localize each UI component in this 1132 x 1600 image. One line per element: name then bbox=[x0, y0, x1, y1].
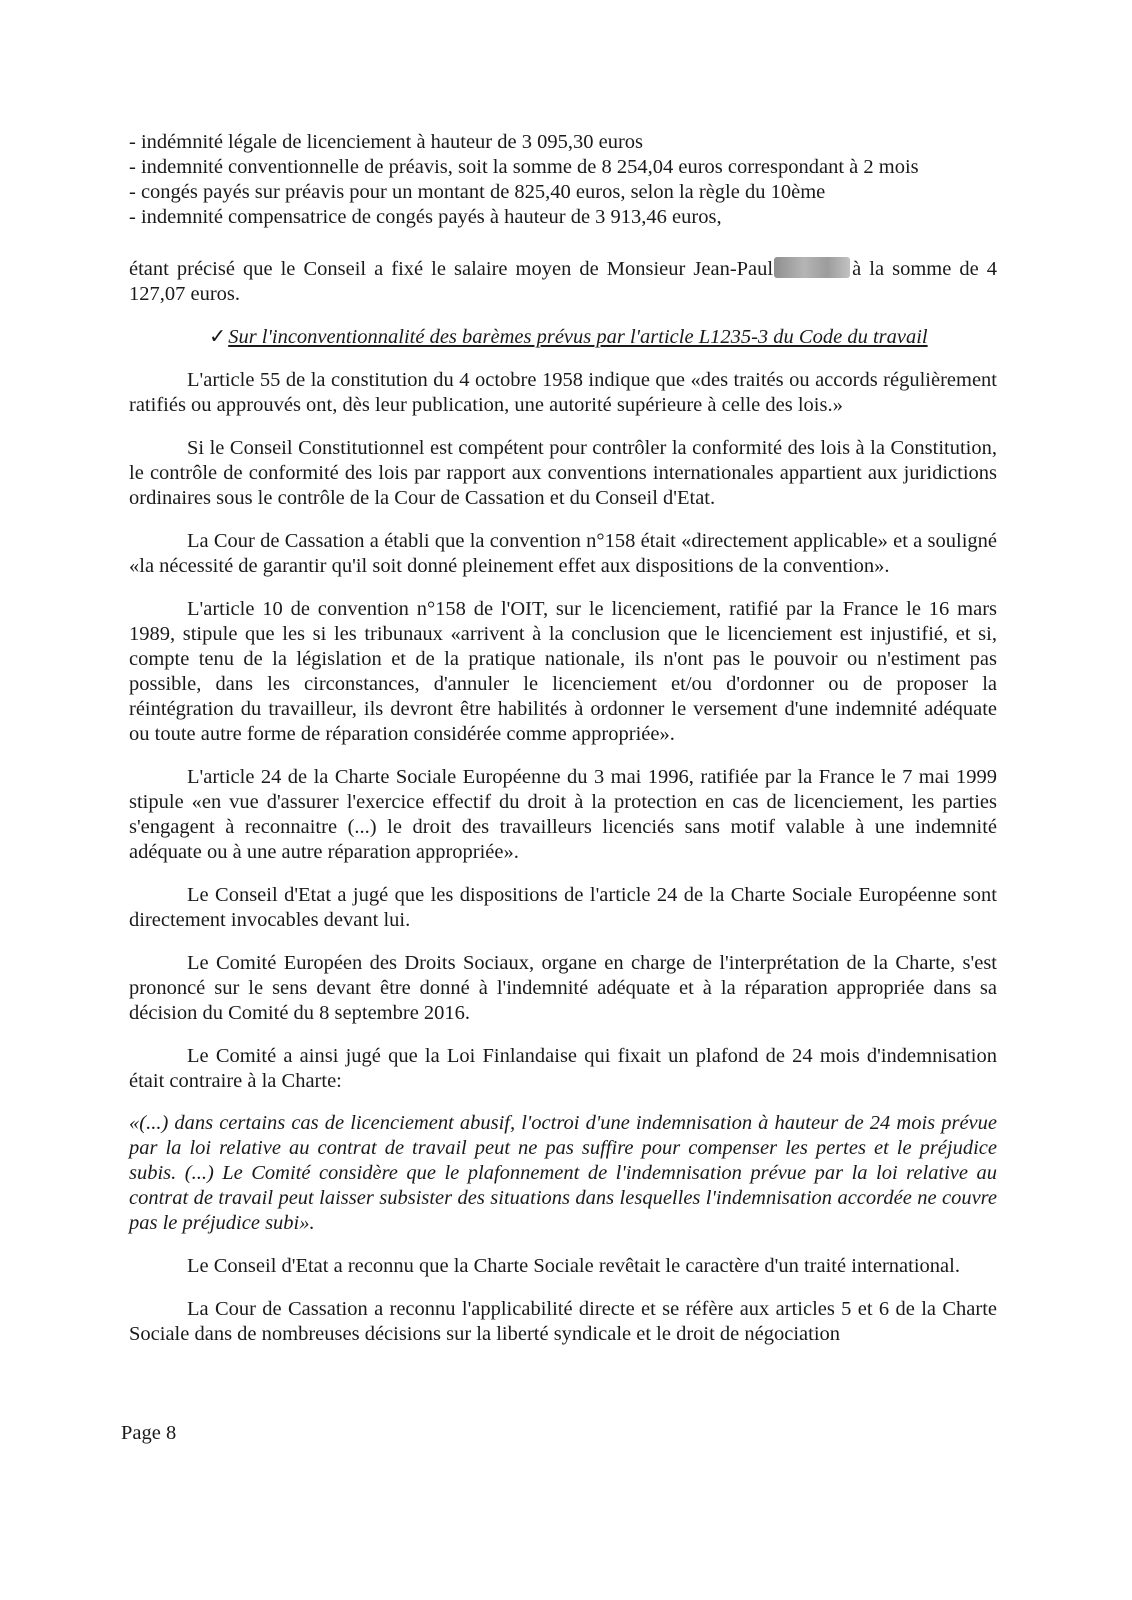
paragraph: Si le Conseil Constitutionnel est compétent pour contrôler la conformité des lois à la Constitution, le contrôle de conformité des lois par rapport aux conventions internationales appartient aux juridictions ordinaires sous le contrôle de la Cour de Cassation et du Conseil d'Etat. bbox=[129, 437, 997, 509]
paragraph: Le Comité Européen des Droits Sociaux, organe en charge de l'interprétation de la Charte, s'est prononcé sur le sens devant être donné à l'indemnité adéquate et à la réparation appropriée dans sa décision du Comité du 8 septembre 2016. bbox=[129, 952, 997, 1024]
redacted-name bbox=[774, 257, 850, 278]
section-heading-text: Sur l'inconventionnalité des barèmes prévus par l'article L1235-3 du Code du travail bbox=[228, 326, 928, 348]
paragraph: Le Conseil d'Etat a reconnu que la Charte Sociale revêtait le caractère d'un traité international. bbox=[187, 1255, 960, 1277]
list-item: - indémnité légale de licenciement à hauteur de 3 095,30 euros bbox=[129, 131, 644, 153]
salary-text-after: à la somme de 4 127,07 euros. bbox=[129, 258, 997, 305]
paragraph: Le Conseil d'Etat a jugé que les dispositions de l'article 24 de la Charte Sociale Européenne sont directement invocables devant lui. bbox=[129, 884, 997, 931]
paragraph: L'article 24 de la Charte Sociale Européenne du 3 mai 1996, ratifiée par la France le 7 mai 1999 stipule «en vue d'assurer l'exercice effectif du droit à la protection en cas de licenciement, les parties s'engagent à reconnaitre (...) le droit des travailleurs licenciés sans motif valable à une indemnité adéquate ou à une autre réparation appropriée». bbox=[129, 766, 997, 863]
paragraph: Le Comité a ainsi jugé que la Loi Finlandaise qui fixait un plafond de 24 mois d'indemnisation était contraire à la Charte: bbox=[129, 1045, 997, 1092]
indemnity-list bbox=[129, 130, 997, 230]
page-number: Page 8 bbox=[121, 1422, 177, 1444]
paragraph: L'article 55 de la constitution du 4 octobre 1958 indique que «des traités ou accords régulièrement ratifiés ou approuvés ont, dès leur publication, une autorité supérieure à celle des lois.» bbox=[129, 369, 997, 416]
list-item: - congés payés sur préavis pour un montant de 825,40 euros, selon la règle du 10ème bbox=[129, 181, 826, 203]
checkmark-icon: ✓ bbox=[209, 326, 227, 348]
block-quote: «(...) dans certains cas de licenciement abusif, l'octroi d'une indemnisation à hauteur de 24 mois prévue par la loi relative au contrat de travail peut ne pas suffire pour compenser les pertes et le préjudice subis. (...) Le Comité considère que le plafonnement de l'indemnisation prévue par la loi relative au contrat de travail peut laisser subsister des situations dans lesquelles l'indemnisation accordée ne couvre pas le préjudice subi». bbox=[129, 1112, 997, 1234]
document-body bbox=[129, 130, 997, 1347]
salary-paragraph bbox=[129, 257, 997, 307]
paragraph: La Cour de Cassation a établi que la convention n°158 était «directement applicable» et a souligné «la nécessité de garantir qu'il soit donné pleinement effet aux dispositions de la convention». bbox=[129, 530, 997, 577]
section-heading bbox=[129, 325, 997, 350]
paragraph: L'article 10 de convention n°158 de l'OIT, sur le licenciement, ratifié par la France le 16 mars 1989, stipule que les si les tribunaux «arrivent à la conclusion que le licenciement est injustifié, et si, compte tenu de la législation et de la pratique nationale, ils n'ont pas le pouvoir ou n'estiment pas possible, dans les circonstances, d'annuler le licenciement et/ou d'ordonner ou de proposer la réintégration du travailleur, ils devront être habilités à ordonner le versement d'une indemnité adéquate ou toute autre forme de réparation considérée comme appropriée». bbox=[129, 598, 997, 745]
salary-text-before: étant précisé que le Conseil a fixé le salaire moyen de Monsieur Jean-Paul bbox=[129, 258, 774, 280]
list-item: - indemnité conventionnelle de préavis, soit la somme de 8 254,04 euros correspondant à 2 mois bbox=[129, 156, 919, 178]
list-item: - indemnité compensatrice de congés payés à hauteur de 3 913,46 euros, bbox=[129, 206, 722, 228]
paragraph: La Cour de Cassation a reconnu l'applicabilité directe et se réfère aux articles 5 et 6 de la Charte Sociale dans de nombreuses décisions sur la liberté syndicale et le droit de négociation bbox=[129, 1298, 997, 1345]
